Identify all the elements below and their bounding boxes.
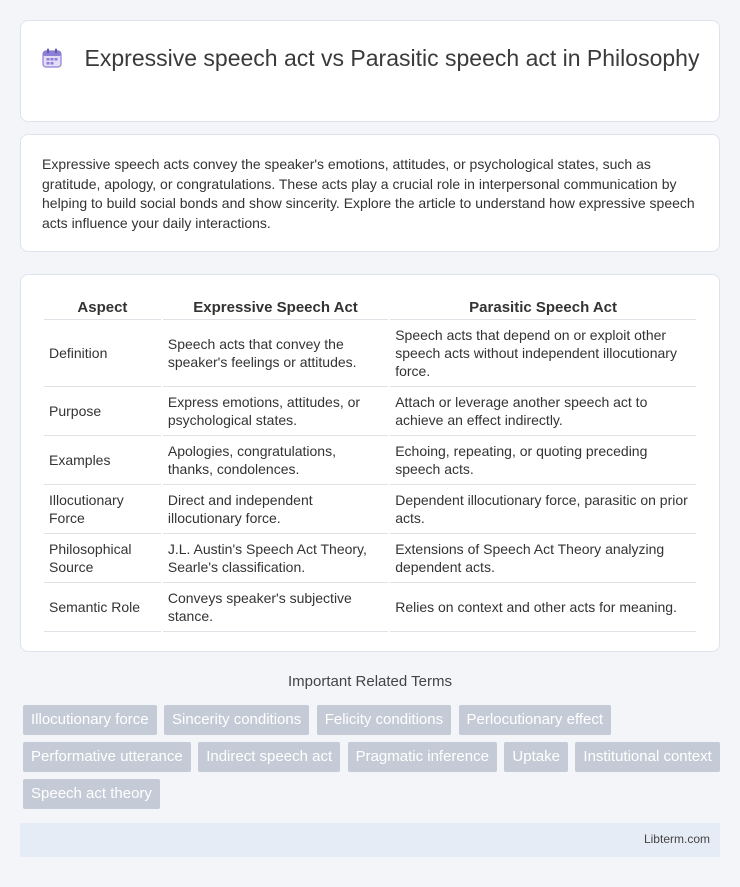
intro-paragraph: Expressive speech acts convey the speaker's emotions, attitudes, or psychological states, such as gratitude, apology, or congratulations. These acts play a crucial role in interpersonal communication by helping to build social bonds and show sincerity. Explore the article to understand how expressive speech acts influence your daily interactions. — [42, 156, 695, 231]
tag-indirect-speech-act[interactable]: Indirect speech act — [198, 742, 340, 772]
tag-speech-act-theory[interactable]: Speech act theory — [23, 779, 160, 809]
row-expressive: Express emotions, attitudes, or psychological states. — [163, 387, 388, 436]
row-expressive: Conveys speaker's subjective stance. — [163, 583, 388, 632]
table-header-row — [44, 296, 696, 320]
calendar-icon — [41, 47, 63, 69]
table-row — [44, 485, 696, 534]
tag-institutional-context[interactable]: Institutional context — [575, 742, 719, 772]
tag-perlocutionary-effect[interactable]: Perlocutionary effect — [459, 705, 611, 735]
related-terms-list — [23, 705, 723, 816]
page-title-wrap — [21, 43, 719, 73]
tag-uptake[interactable]: Uptake — [504, 742, 568, 772]
row-aspect: Illocutionary Force — [44, 485, 161, 534]
row-expressive: Direct and independent illocutionary force. — [163, 485, 388, 534]
related-terms-title: Important Related Terms — [288, 673, 452, 690]
row-aspect: Purpose — [44, 387, 161, 436]
tag-felicity-conditions[interactable]: Felicity conditions — [317, 705, 451, 735]
row-aspect: Examples — [44, 436, 161, 485]
tag-pragmatic-inference[interactable]: Pragmatic inference — [348, 742, 497, 772]
table-row — [44, 583, 696, 632]
row-parasitic: Speech acts that depend on or exploit other speech acts without independent illocutionary force. — [390, 320, 696, 387]
title-card — [20, 20, 720, 122]
header-expressive: Expressive Speech Act — [163, 296, 388, 320]
table-row — [44, 436, 696, 485]
footer-brand[interactable]: Libterm.com — [643, 832, 710, 846]
row-aspect: Semantic Role — [44, 583, 161, 632]
tag-performative-utterance[interactable]: Performative utterance — [23, 742, 191, 772]
comparison-table — [42, 296, 698, 632]
row-parasitic: Dependent illocutionary force, parasitic on prior acts. — [390, 485, 696, 534]
footer-bar — [20, 823, 720, 857]
row-aspect: Philosophical Source — [44, 534, 161, 583]
tag-illocutionary-force[interactable]: Illocutionary force — [23, 705, 157, 735]
table-row — [44, 387, 696, 436]
row-parasitic: Relies on context and other acts for meaning. — [390, 583, 696, 632]
row-parasitic: Attach or leverage another speech act to achieve an effect indirectly. — [390, 387, 696, 436]
table-row — [44, 320, 696, 387]
page-title: Expressive speech act vs Parasitic speech act in Philosophy — [84, 45, 700, 71]
row-expressive: J.L. Austin's Speech Act Theory, Searle's classification. — [163, 534, 388, 583]
header-parasitic: Parasitic Speech Act — [390, 296, 696, 320]
row-parasitic: Extensions of Speech Act Theory analyzing dependent acts. — [390, 534, 696, 583]
row-expressive: Speech acts that convey the speaker's feelings or attitudes. — [163, 320, 388, 387]
row-parasitic: Echoing, repeating, or quoting preceding speech acts. — [390, 436, 696, 485]
row-expressive: Apologies, congratulations, thanks, condolences. — [163, 436, 388, 485]
comparison-card — [20, 274, 720, 652]
intro-card — [20, 134, 720, 252]
header-aspect: Aspect — [44, 296, 161, 320]
tag-sincerity-conditions[interactable]: Sincerity conditions — [164, 705, 309, 735]
row-aspect: Definition — [44, 320, 161, 387]
table-row — [44, 534, 696, 583]
